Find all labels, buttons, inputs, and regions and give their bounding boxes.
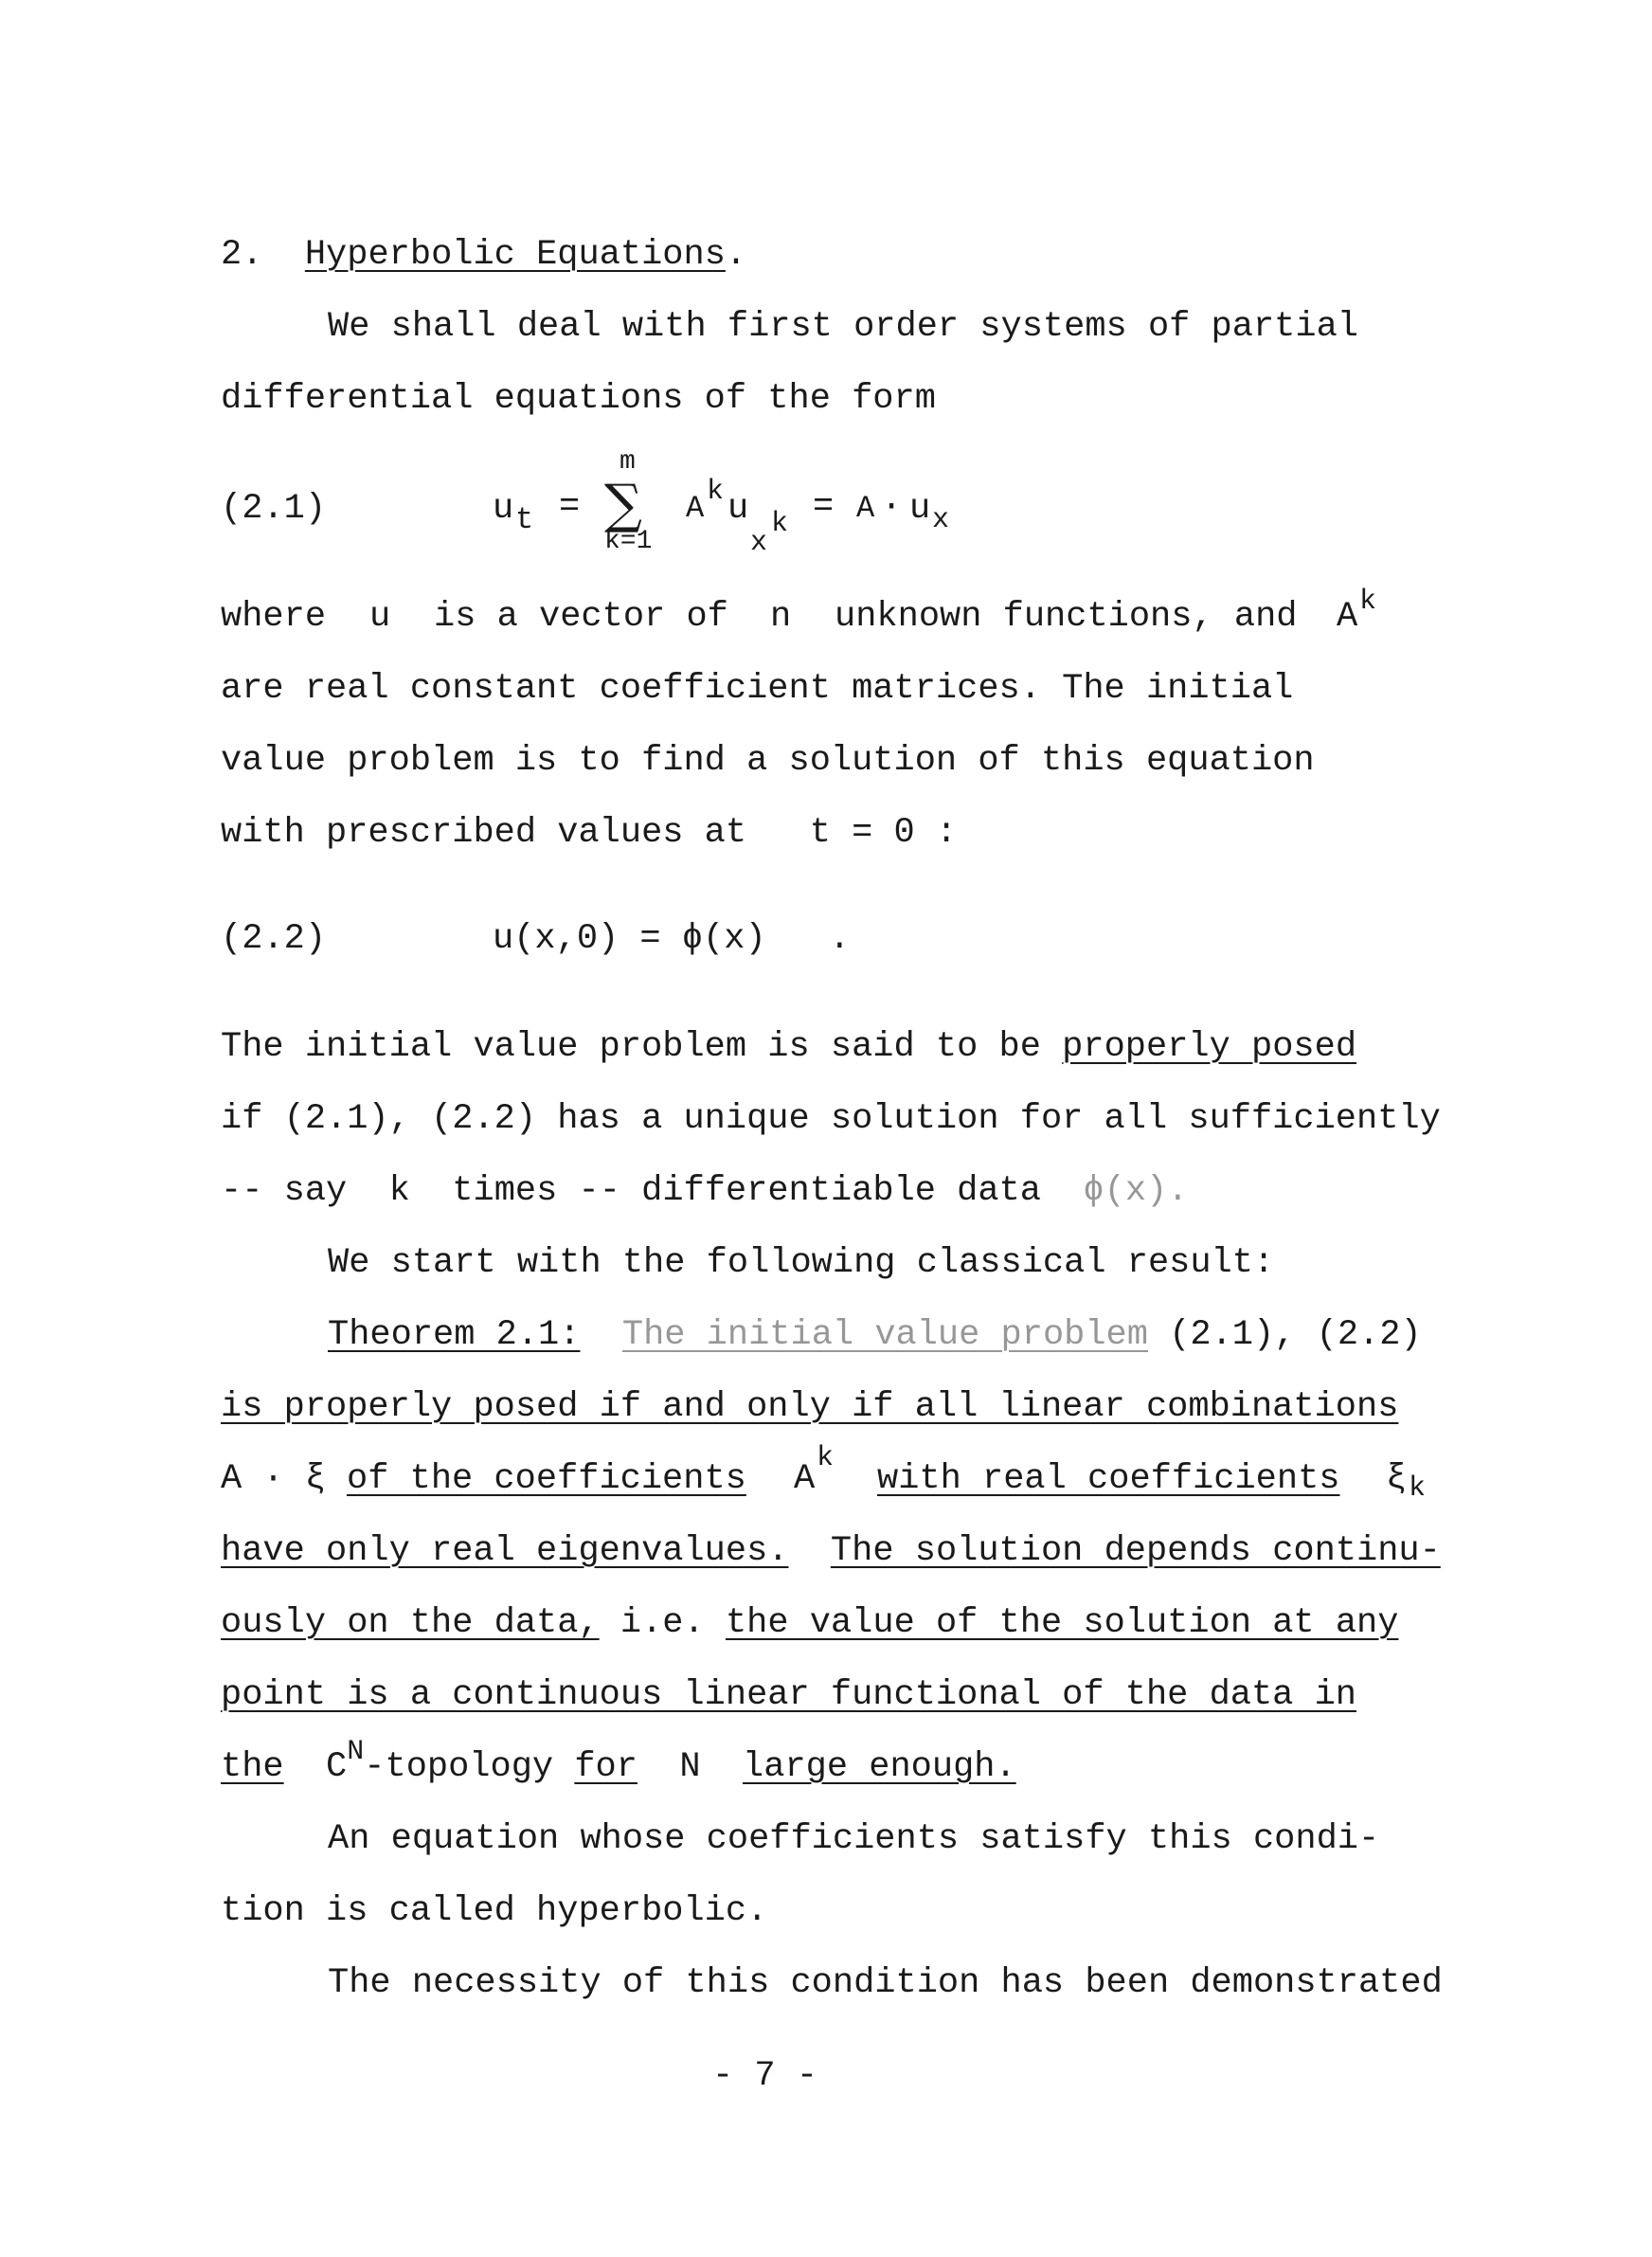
theorem-on-the-data: ously on the data, — [221, 1603, 600, 1643]
eq1-u3: u — [909, 489, 931, 529]
eq1-sum-bottom: k=1 — [604, 527, 653, 556]
para2-line4 — [221, 813, 957, 853]
para1-line1: We shall deal with first order systems of partial — [328, 307, 1358, 347]
theorem-ivp: The initial value problem — [621, 1315, 1148, 1355]
section-number: 2. — [221, 235, 263, 275]
equation-2-1 — [493, 445, 985, 569]
theorem-A: A — [794, 1459, 816, 1499]
eq1-A: A — [686, 491, 705, 526]
para5-line1: The necessity of this condition has been demonstrated — [328, 1963, 1443, 2003]
theorem-ie: i.e. — [620, 1603, 705, 1643]
theorem-the: the — [221, 1747, 284, 1787]
theorem-for: for — [574, 1747, 637, 1787]
theorem-line6: point is a continuous linear functional of the data in — [221, 1675, 1356, 1715]
theorem-large-enough: large enough. — [743, 1747, 1016, 1787]
eq2-end: . — [829, 919, 851, 959]
eq1-sub-x: x — [750, 527, 768, 559]
theorem-line4 — [221, 1531, 1441, 1571]
para3-line2: if (2.1), (2.2) has a unique solution for all sufficiently — [221, 1099, 1441, 1139]
section-title-end: . — [725, 235, 747, 275]
theorem-real-eigenvalues: have only real eigenvalues. — [221, 1531, 789, 1571]
eq1-u2: u — [727, 489, 749, 529]
theorem-real-coefficients: with real coefficients — [877, 1459, 1340, 1499]
eq1-dot: · — [881, 487, 903, 527]
theorem-of-coefficients: of the coefficients — [347, 1459, 746, 1499]
para4-line1: An equation whose coefficients satisfy this condi- — [328, 1819, 1380, 1859]
para2-vector: is a vector of — [434, 597, 728, 637]
eq1-sub-x2: x — [932, 504, 950, 536]
theorem-topology: -topology — [364, 1747, 554, 1787]
para2-line3: value problem is to find a solution of this equation — [221, 741, 1315, 781]
para3-times: times -- differentiable data — [452, 1171, 1041, 1211]
para3-phi: ϕ(x). — [1083, 1171, 1189, 1211]
equation-2-2-label: (2.2) — [221, 919, 327, 959]
theorem-value-of-solution: the value of the solution at any — [725, 1603, 1399, 1643]
theorem-line3 — [221, 1442, 1452, 1516]
para2-t-equals-0: t = 0 : — [809, 813, 958, 853]
equation-2-2 — [493, 919, 851, 959]
para3-said: The initial value problem is said to be — [221, 1027, 1041, 1067]
para2-A-sup-k: k — [1359, 586, 1377, 618]
theorem-line2: is properly posed if and only if all linear combinations — [221, 1387, 1399, 1427]
para2-A: A — [1337, 597, 1358, 637]
eq1-sum-top: m — [620, 447, 636, 477]
theorem-solution-depends: The solution depends continu- — [830, 1531, 1441, 1571]
theorem-C-sup-N: N — [347, 1736, 365, 1768]
theorem-line7 — [221, 1736, 1016, 1787]
theorem-A-sup-k: k — [817, 1442, 835, 1474]
eq2-expression: u(x,0) = ϕ(x) — [493, 919, 766, 959]
para2-where: where — [221, 597, 327, 637]
para2-n: n — [770, 597, 792, 637]
theorem-xi: ξ — [1386, 1459, 1408, 1499]
eq1-equals2: = — [813, 487, 835, 527]
eq1-equals: = — [559, 487, 581, 527]
para3-line1 — [221, 1027, 1356, 1067]
properly-posed-term: properly posed — [1062, 1027, 1357, 1067]
section-heading — [221, 235, 746, 275]
theorem-xi-sub-k: k — [1409, 1472, 1427, 1505]
para1-line2: differential equations of the form — [221, 379, 936, 419]
theorem-line1 — [328, 1315, 1422, 1355]
theorem-line5 — [221, 1603, 1398, 1643]
para2-u: u — [369, 597, 391, 637]
section-title: Hyperbolic Equations — [304, 235, 726, 275]
eq1-sub-k: k — [771, 508, 789, 540]
theorem-label: Theorem 2.1: — [328, 1315, 581, 1355]
para2-line2: are real constant coefficient matrices. The initial — [221, 669, 1294, 709]
para2-prescribed: with prescribed values at — [221, 813, 747, 853]
para3-line4: We start with the following classical result: — [328, 1243, 1275, 1283]
para4-line2: tion is called hyperbolic. — [221, 1891, 768, 1931]
theorem-N: N — [679, 1747, 701, 1787]
equation-2-1-label: (2.1) — [221, 489, 327, 529]
eq1-sup-k: k — [707, 476, 725, 508]
para2-unknown: unknown functions, and — [835, 597, 1298, 637]
para2-line1 — [221, 586, 1405, 654]
para3-k: k — [388, 1171, 410, 1211]
eq1-sub-t: t — [515, 502, 534, 537]
page-number: - 7 - — [712, 2056, 818, 2096]
eq1-u: u — [493, 489, 514, 529]
para3-line3 — [221, 1171, 1188, 1211]
eq1-sum-symbol: ∑ — [604, 474, 642, 535]
eq1-A2: A — [856, 491, 875, 526]
theorem-C: C — [326, 1747, 348, 1787]
theorem-A-xi: A · ξ — [221, 1459, 327, 1499]
theorem-refs: (2.1), (2.2) — [1169, 1315, 1422, 1355]
para3-say: -- say — [221, 1171, 348, 1211]
